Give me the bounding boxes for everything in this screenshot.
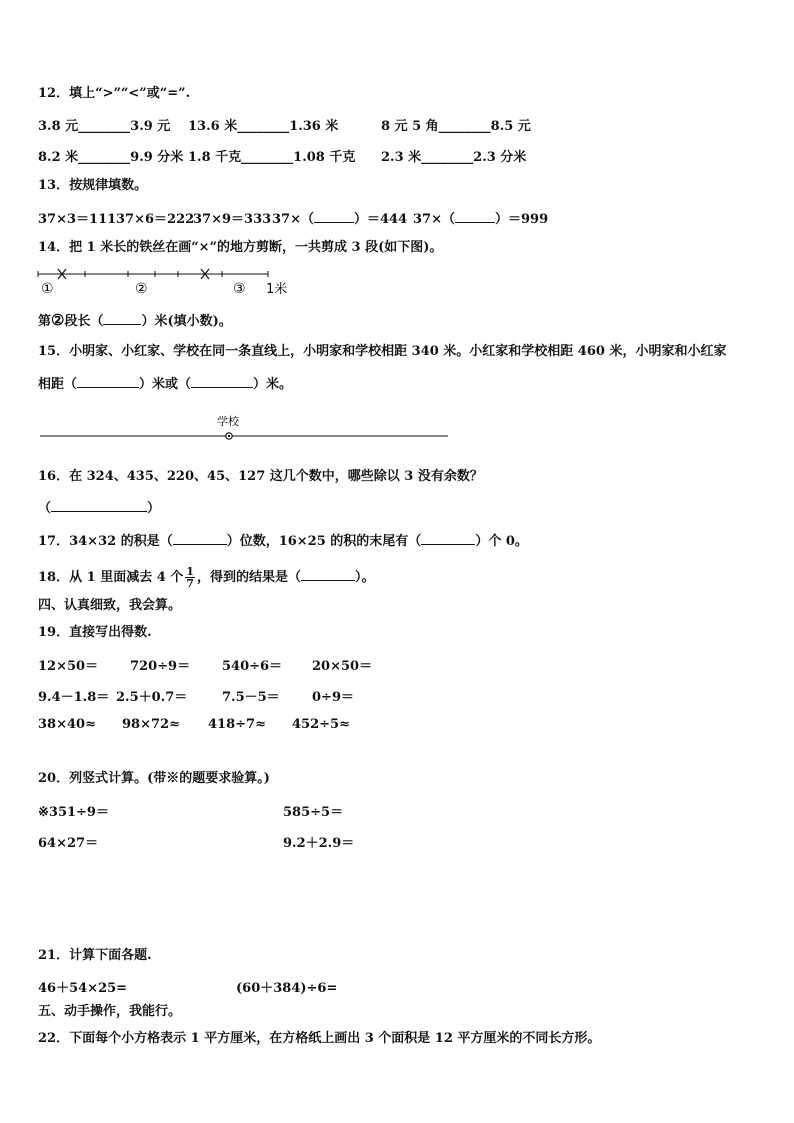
q18-text-1: 18．从 1 里面减去 4 个 [38,570,184,585]
q19-item: 720÷9＝ [130,659,191,674]
q13-eq-1: 37×3＝111 [38,212,117,227]
q21-item: 46＋54×25= [38,981,128,996]
segment-label-3: ③ [233,281,246,297]
q16-paren-close: ） [147,501,161,516]
q19-item: 452÷5≈ [292,717,350,732]
q14-question [38,311,232,331]
q17-blank-2[interactable] [421,531,475,545]
q15-line-2-mid: ）米或（ [139,377,192,392]
q16-blank[interactable] [51,498,147,512]
q19-item: 2.5＋0.7＝ [116,690,188,705]
wire-diagram [30,262,310,298]
q20-item: 9.2＋2.9＝ [283,836,355,851]
q19-item: 9.4－1.8＝ [38,690,110,705]
segment-label-1: ① [41,281,54,297]
q18-line [38,566,374,589]
q20-item: 585÷5＝ [283,805,344,820]
q16-line-1: 16．在 324、435、220、45、127 这几个数中，哪些除以 3 没有余数？ [38,469,483,484]
q15-blank-1[interactable] [77,374,139,388]
q13-eq-4-pre: 37×（ [272,212,314,227]
q12-item-1: 3.8 元________3.9 元 [38,119,171,134]
q15-line-2-pre: 相距（ [38,377,78,392]
q13-eq-2: 37×6＝222 [116,212,195,227]
q15-line-1: 15．小明家、小红家、学校在同一条直线上，小明家和学校相距 340 米。小红家和学校相距 460 米，小明家和小红家 [38,344,727,359]
q17-line [38,531,528,551]
section-5-title: 五、动手操作，我能行。 [38,1004,182,1019]
q13-eq-3: 37×9＝333 [193,212,272,227]
q19-item: 540÷6＝ [222,659,283,674]
q18-frac-num: 1 [186,565,194,578]
q22-text: 22．下面每个小方格表示 1 平方厘米，在方格纸上画出 3 个面积是 12 平方厘米的不同长方形。 [38,1031,601,1046]
q19-item: 12×50＝ [38,659,99,674]
school-label: 学校 [217,415,239,428]
q13-eq-4-post: ）＝444 [353,212,408,227]
q15-blank-2[interactable] [191,374,253,388]
q19-title: 19．直接写出得数. [38,625,152,640]
q18-text-3: ）。 [354,570,375,585]
q17-text-3: ）个 0。 [475,534,528,549]
segment-label-2: ② [135,281,148,297]
q19-item: 38×40≈ [38,717,96,732]
section-4-title: 四、认真细致，我会算。 [38,598,182,613]
school-line-diagram [36,412,456,444]
q12-item-3: 8 元 5 角________8.5 元 [381,119,531,134]
q13-eq-5 [413,208,548,227]
q13-eq-5-pre: 37×（ [413,212,455,227]
q12-item-5: 1.8 千克________1.08 千克 [188,150,356,165]
q13-title: 13．按规律填数。 [38,178,148,193]
q19-item: 98×72≈ [122,717,180,732]
q15-line-2 [38,374,292,394]
q19-item: 7.5－5＝ [222,690,280,705]
q15-line-2-post: ）米。 [253,377,293,392]
q13-blank-2[interactable] [455,209,495,223]
q16-paren-open: （ [38,501,52,516]
q20-item: ※351÷9＝ [38,805,109,820]
q21-title: 21．计算下面各题. [38,948,152,963]
q14-q-circle: ② [51,311,65,329]
q19-item: 418÷7≈ [208,717,266,732]
q17-text-1: 17．34×32 的积是（ [38,534,173,549]
q14-title: 14．把 1 米长的铁丝在画“×”的地方剪断，一共剪成 3 段(如下图)。 [38,240,443,255]
q14-q-post: ）米(填小数)。 [141,314,232,329]
q18-blank[interactable] [301,567,355,581]
q14-q-mid: 段长（ [64,314,104,329]
q18-fraction [185,566,195,589]
q20-title: 20．列竖式计算。(带※的题要求验算。) [38,771,270,786]
q12-item-4: 8.2 米________9.9 分米 [38,150,184,165]
end-label: 1米 [266,282,288,297]
q19-item: 0÷9＝ [312,690,354,705]
q18-frac-den: 7 [186,577,194,590]
q14-blank[interactable] [103,311,141,325]
q21-item: (60＋384)÷6= [236,981,338,996]
q12-item-2: 13.6 米________1.36 米 [188,119,339,134]
q16-answer [38,498,160,518]
q13-eq-5-post: ）＝999 [494,212,549,227]
q13-eq-4 [272,208,407,227]
q18-text-2: ，得到的结果是（ [196,570,301,585]
q17-text-2: ）位数，16×25 的积的末尾有（ [226,534,422,549]
q12-title: 12．填上“>”“<”或“=”. [38,86,191,101]
q12-item-6: 2.3 米________2.3 分米 [381,150,527,165]
q20-item: 64×27＝ [38,836,99,851]
q14-q-pre: 第 [38,314,52,329]
q19-item: 20×50＝ [312,659,373,674]
q17-blank-1[interactable] [173,531,227,545]
q13-blank-1[interactable] [314,209,354,223]
